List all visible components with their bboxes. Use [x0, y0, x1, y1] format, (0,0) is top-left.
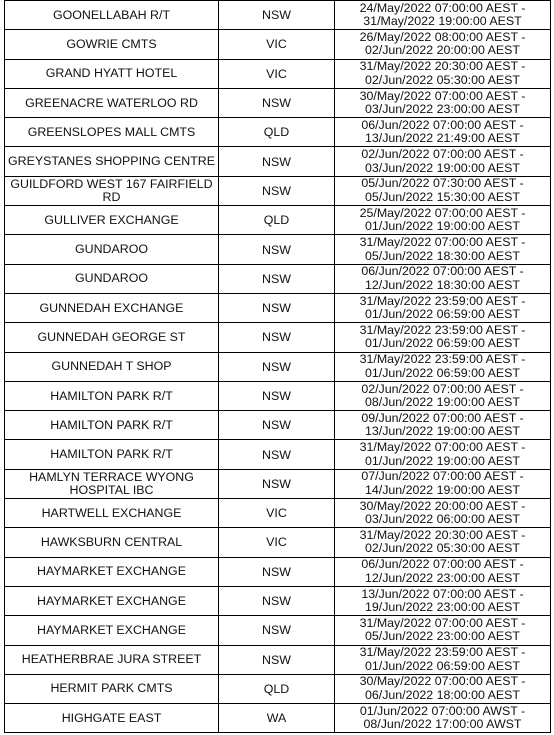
period-end: 12/Jun/2022 18:30:00 AEST — [364, 277, 520, 292]
table-row — [5, 674, 551, 703]
site-name-cell: GULLIVER EXCHANGE — [5, 206, 219, 235]
site-name-cell: HEATHERBRAE JURA STREET — [5, 645, 219, 674]
site-name-cell: HERMIT PARK CMTS — [5, 674, 219, 703]
period-start: 02/Jun/2022 07:00:00 AEST - — [361, 147, 524, 162]
period-start: 01/Jun/2022 07:00:00 AWST - — [359, 703, 526, 718]
period-end: 06/Jun/2022 18:00:00 AEST — [364, 687, 520, 702]
period-start: 31/May/2022 23:59:00 AEST - — [359, 645, 526, 660]
site-name-cell: HAMLYN TERRACE WYONG HOSPITAL IBC — [5, 469, 219, 498]
table-row — [5, 645, 551, 674]
state-cell: QLD — [219, 674, 335, 703]
table-row — [5, 118, 551, 147]
state-cell: VIC — [219, 528, 335, 557]
outage-period-cell — [335, 616, 551, 645]
table-row — [5, 235, 551, 264]
outage-period-cell — [335, 176, 551, 205]
outage-period-cell — [335, 235, 551, 264]
period-start: 31/May/2022 07:00:00 AEST - — [359, 235, 526, 250]
table-row — [5, 147, 551, 176]
table-row — [5, 557, 551, 586]
table-row — [5, 293, 551, 322]
period-start: 24/May/2022 07:00:00 AEST - — [359, 0, 526, 15]
table-row — [5, 206, 551, 235]
period-end: 05/Jun/2022 15:30:00 AEST — [364, 189, 520, 204]
period-start: 26/May/2022 08:00:00 AEST - — [359, 29, 526, 44]
outage-period-cell — [335, 118, 551, 147]
table-row — [5, 1, 551, 30]
site-name-cell: HARTWELL EXCHANGE — [5, 499, 219, 528]
state-cell: NSW — [219, 235, 335, 264]
period-end: 08/Jun/2022 19:00:00 AEST — [364, 395, 520, 409]
period-end: 05/Jun/2022 18:30:00 AEST — [364, 248, 520, 263]
period-start: 05/Jun/2022 07:30:00 AEST - — [361, 176, 524, 191]
state-cell: NSW — [219, 1, 335, 30]
period-start: 02/Jun/2022 07:00:00 AEST - — [361, 381, 524, 396]
state-cell: NSW — [219, 440, 335, 469]
period-start: 31/May/2022 23:59:00 AEST - — [359, 293, 526, 308]
site-name-cell: GUNNEDAH T SHOP — [5, 352, 219, 381]
period-start: 30/May/2022 07:00:00 AEST - — [359, 88, 526, 103]
table-row — [5, 469, 551, 498]
table-row — [5, 616, 551, 645]
state-cell: VIC — [219, 30, 335, 59]
table-row — [5, 352, 551, 381]
state-cell: VIC — [219, 59, 335, 88]
state-cell: NSW — [219, 411, 335, 440]
period-end: 08/Jun/2022 17:00:00 AWST — [363, 717, 522, 732]
table-row — [5, 411, 551, 440]
outage-period-cell — [335, 381, 551, 410]
period-end: 19/Jun/2022 23:00:00 AEST — [364, 600, 520, 615]
table-row — [5, 440, 551, 469]
period-start: 31/May/2022 23:59:00 AEST - — [359, 322, 526, 337]
table-row — [5, 499, 551, 528]
site-name-cell: GUNNEDAH GEORGE ST — [5, 323, 219, 352]
site-name-cell: GREENACRE WATERLOO RD — [5, 88, 219, 117]
period-start: 13/Jun/2022 07:00:00 AEST - — [361, 586, 524, 601]
site-name-cell: GREYSTANES SHOPPING CENTRE — [5, 147, 219, 176]
period-end: 01/Jun/2022 06:59:00 AEST — [364, 658, 520, 673]
state-cell: NSW — [219, 645, 335, 674]
outage-period-cell — [335, 323, 551, 352]
period-end: 31/May/2022 19:00:00 AEST — [363, 14, 522, 29]
state-cell: QLD — [219, 206, 335, 235]
period-start: 07/Jun/2022 07:00:00 AEST - — [361, 469, 524, 484]
period-end: 01/Jun/2022 19:00:00 AEST — [364, 219, 520, 234]
state-cell: NSW — [219, 264, 335, 293]
period-end: 01/Jun/2022 19:00:00 AEST — [364, 453, 520, 468]
period-start: 06/Jun/2022 07:00:00 AEST - — [361, 557, 524, 572]
site-name-cell: HAMILTON PARK R/T — [5, 381, 219, 410]
site-name-cell: HAMILTON PARK R/T — [5, 440, 219, 469]
period-end: 01/Jun/2022 06:59:00 AEST — [364, 365, 520, 380]
period-end: 02/Jun/2022 20:00:00 AEST — [364, 43, 520, 58]
outage-period-cell — [335, 1, 551, 30]
state-cell: NSW — [219, 88, 335, 117]
state-cell: WA — [219, 704, 335, 733]
site-name-cell: GUNDAROO — [5, 235, 219, 264]
state-cell: NSW — [219, 381, 335, 410]
table-row — [5, 528, 551, 557]
state-cell: NSW — [219, 469, 335, 498]
outage-period-cell — [335, 352, 551, 381]
period-end: 03/Jun/2022 06:00:00 AEST — [364, 512, 520, 527]
site-name-cell: GUILDFORD WEST 167 FAIRFIELD RD — [5, 176, 219, 205]
period-end: 12/Jun/2022 23:00:00 AEST — [364, 570, 520, 585]
site-name-cell: HAMILTON PARK R/T — [5, 411, 219, 440]
period-end: 02/Jun/2022 05:30:00 AEST — [364, 541, 520, 556]
period-end: 03/Jun/2022 23:00:00 AEST — [364, 102, 520, 117]
table-row — [5, 264, 551, 293]
outage-period-cell — [335, 411, 551, 440]
outage-period-cell — [335, 293, 551, 322]
period-end: 01/Jun/2022 06:59:00 AEST — [364, 336, 520, 351]
state-cell: NSW — [219, 176, 335, 205]
period-start: 06/Jun/2022 07:00:00 AEST - — [361, 264, 524, 279]
outage-period-cell — [335, 469, 551, 498]
outage-period-cell — [335, 557, 551, 586]
period-end: 02/Jun/2022 05:30:00 AEST — [364, 72, 520, 87]
state-cell: NSW — [219, 147, 335, 176]
outage-period-cell — [335, 59, 551, 88]
outage-period-cell — [335, 88, 551, 117]
site-name-cell: GUNDAROO — [5, 264, 219, 293]
outage-period-cell — [335, 586, 551, 615]
state-cell: NSW — [219, 557, 335, 586]
site-name-cell: GUNNEDAH EXCHANGE — [5, 293, 219, 322]
outage-period-cell — [335, 499, 551, 528]
outage-period-cell — [335, 528, 551, 557]
table-row — [5, 59, 551, 88]
period-start: 31/May/2022 07:00:00 AEST - — [359, 615, 526, 630]
table-row — [5, 586, 551, 615]
outage-period-cell — [335, 30, 551, 59]
site-name-cell: GOONELLABAH R/T — [5, 1, 219, 30]
state-cell: NSW — [219, 323, 335, 352]
state-cell: NSW — [219, 616, 335, 645]
period-start: 31/May/2022 20:30:00 AEST - — [359, 527, 526, 542]
outage-period-cell — [335, 645, 551, 674]
state-cell: QLD — [219, 118, 335, 147]
period-start: 09/Jun/2022 07:00:00 AEST - — [361, 410, 524, 425]
outage-period-cell — [335, 264, 551, 293]
state-cell: VIC — [219, 499, 335, 528]
period-start: 31/May/2022 07:00:00 AEST - — [359, 440, 526, 455]
outage-period-cell — [335, 440, 551, 469]
table-row — [5, 176, 551, 205]
site-name-cell: HAYMARKET EXCHANGE — [5, 586, 219, 615]
period-end: 13/Jun/2022 21:49:00 AEST — [364, 131, 520, 146]
period-start: 25/May/2022 07:00:00 AEST - — [359, 205, 526, 220]
state-cell: NSW — [219, 586, 335, 615]
site-name-cell: HIGHGATE EAST — [5, 704, 219, 733]
period-start: 30/May/2022 20:00:00 AEST - — [359, 498, 526, 513]
site-name-cell: HAYMARKET EXCHANGE — [5, 557, 219, 586]
period-start: 31/May/2022 23:59:00 AEST - — [359, 352, 526, 367]
period-end: 05/Jun/2022 23:00:00 AEST — [364, 629, 520, 644]
period-end: 01/Jun/2022 06:59:00 AEST — [364, 307, 520, 322]
table-row — [5, 88, 551, 117]
site-name-cell: HAYMARKET EXCHANGE — [5, 616, 219, 645]
outage-period-cell — [335, 147, 551, 176]
period-start: 06/Jun/2022 07:00:00 AEST - — [361, 117, 524, 132]
outage-period-cell — [335, 704, 551, 733]
site-name-cell: GRAND HYATT HOTEL — [5, 59, 219, 88]
outage-table — [4, 0, 551, 733]
site-name-cell: GOWRIE CMTS — [5, 30, 219, 59]
table-row — [5, 381, 551, 410]
table-row — [5, 30, 551, 59]
outage-period-cell — [335, 674, 551, 703]
period-start: 31/May/2022 20:30:00 AEST - — [359, 59, 526, 74]
table-row — [5, 704, 551, 733]
state-cell: NSW — [219, 293, 335, 322]
site-name-cell: HAWKSBURN CENTRAL — [5, 528, 219, 557]
outage-table-body — [5, 1, 551, 733]
outage-period-cell — [335, 206, 551, 235]
site-name-cell: GREENSLOPES MALL CMTS — [5, 118, 219, 147]
period-start: 30/May/2022 07:00:00 AEST - — [359, 674, 526, 689]
table-row — [5, 323, 551, 352]
period-end: 03/Jun/2022 19:00:00 AEST — [364, 160, 520, 175]
state-cell: NSW — [219, 352, 335, 381]
period-end: 13/Jun/2022 19:00:00 AEST — [364, 424, 520, 439]
period-end: 14/Jun/2022 19:00:00 AEST — [364, 482, 520, 497]
